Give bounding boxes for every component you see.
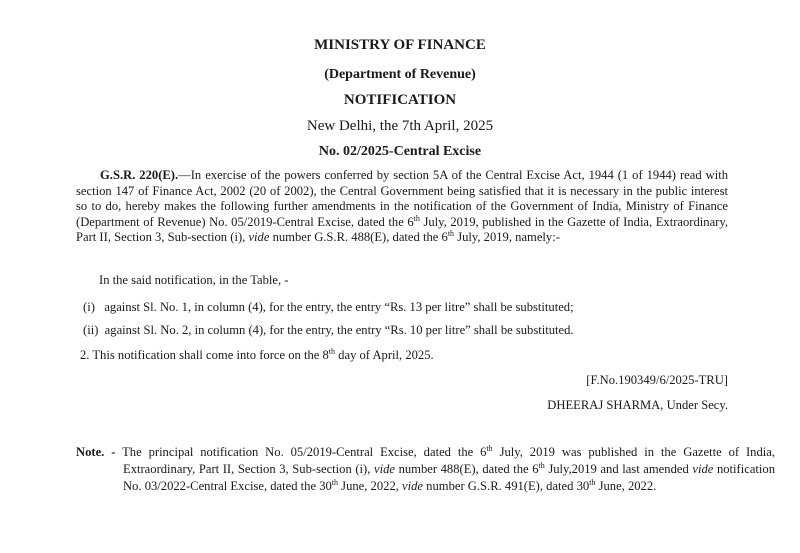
note-sup-4: th: [589, 477, 596, 487]
gsr-number: G.S.R. 220(E).: [100, 168, 179, 182]
note-label: Note. -: [76, 445, 116, 459]
commencement-text-1: 2. This notification shall come into force on the 8: [80, 348, 329, 362]
signatory: DHEERAJ SHARMA, Under Secy.: [547, 398, 728, 412]
note-sup-2: th: [538, 460, 545, 470]
amendment-intro: In the said notification, in the Table, -: [99, 273, 289, 287]
note-paragraph: [76, 444, 775, 495]
preamble-text-1: —In exercise of the powers conferred by section 5A of the Central Excise Act, 1944 (1 of 1944) read with section 147 of Finance Act, 2002 (20 of 2002), the Central Government being satisfied that it is necessary in the public interest so to do, hereby makes the following further amendments in the notification of the Government of India, Ministry of Finance (Department of Revenue) No. 05/2019-Central Excise, dated the 6: [76, 168, 728, 229]
note-text-5: notification No. 03/2022-Central Excise, dated the 30: [123, 462, 775, 493]
preamble-vide: vide: [248, 230, 270, 244]
notification-number: No. 02/2025-Central Excise: [318, 144, 482, 159]
preamble-sup-1: th: [413, 213, 420, 223]
place-date: New Delhi, the 7th April, 2025: [306, 118, 494, 134]
commencement-clause: [80, 348, 434, 364]
amendment-item-1: (i) against Sl. No. 1, in column (4), for the entry, the entry “Rs. 13 per litre” shall be substituted;: [83, 300, 574, 314]
commencement-sup: th: [328, 346, 336, 356]
preamble-sup-2: th: [447, 228, 455, 238]
note-text-6: June, 2022,: [338, 479, 403, 493]
preamble-text-4: July, 2019, namely:-: [454, 230, 560, 244]
note-text-4: July,2019 and last amended: [544, 462, 693, 476]
note-sup-1: th: [486, 443, 493, 453]
preamble-text-3: number G.S.R. 488(E), dated the 6: [269, 230, 448, 244]
note-text-1: The principal notification No. 05/2019-Central Excise, dated the 6: [115, 445, 487, 459]
commencement-text-2: day of April, 2025.: [335, 348, 434, 362]
note-text-3: number 488(E), dated the 6: [394, 462, 539, 476]
department-subtitle: (Department of Revenue): [324, 67, 476, 82]
amendment-item-2: (ii) against Sl. No. 2, in column (4), for the entry, the entry “Rs. 10 per litre” shall be substituted.: [83, 323, 574, 337]
preamble-text-2: July, 2019, published in the Gazette of India, Extraordinary, Part II, Section 3, Sub-section (i),: [76, 214, 729, 244]
note-text-8: June, 2022.: [595, 479, 657, 493]
file-number: [F.No.190349/6/2025-TRU]: [586, 373, 728, 387]
note-vide-2: vide: [692, 462, 714, 476]
ministry-title: MINISTRY OF FINANCE: [314, 37, 486, 53]
note-text-7: number G.S.R. 491(E), dated 30: [423, 479, 590, 493]
note-vide-3: vide: [402, 479, 424, 493]
note-sup-3: th: [331, 477, 339, 487]
note-vide-1: vide: [373, 462, 395, 476]
note-text-2: July, 2019 was published in the Gazette of India, Extraordinary, Part II, Section 3, Sub-section (i),: [123, 445, 775, 476]
notification-heading: NOTIFICATION: [343, 92, 457, 108]
preamble-paragraph: [76, 168, 728, 246]
